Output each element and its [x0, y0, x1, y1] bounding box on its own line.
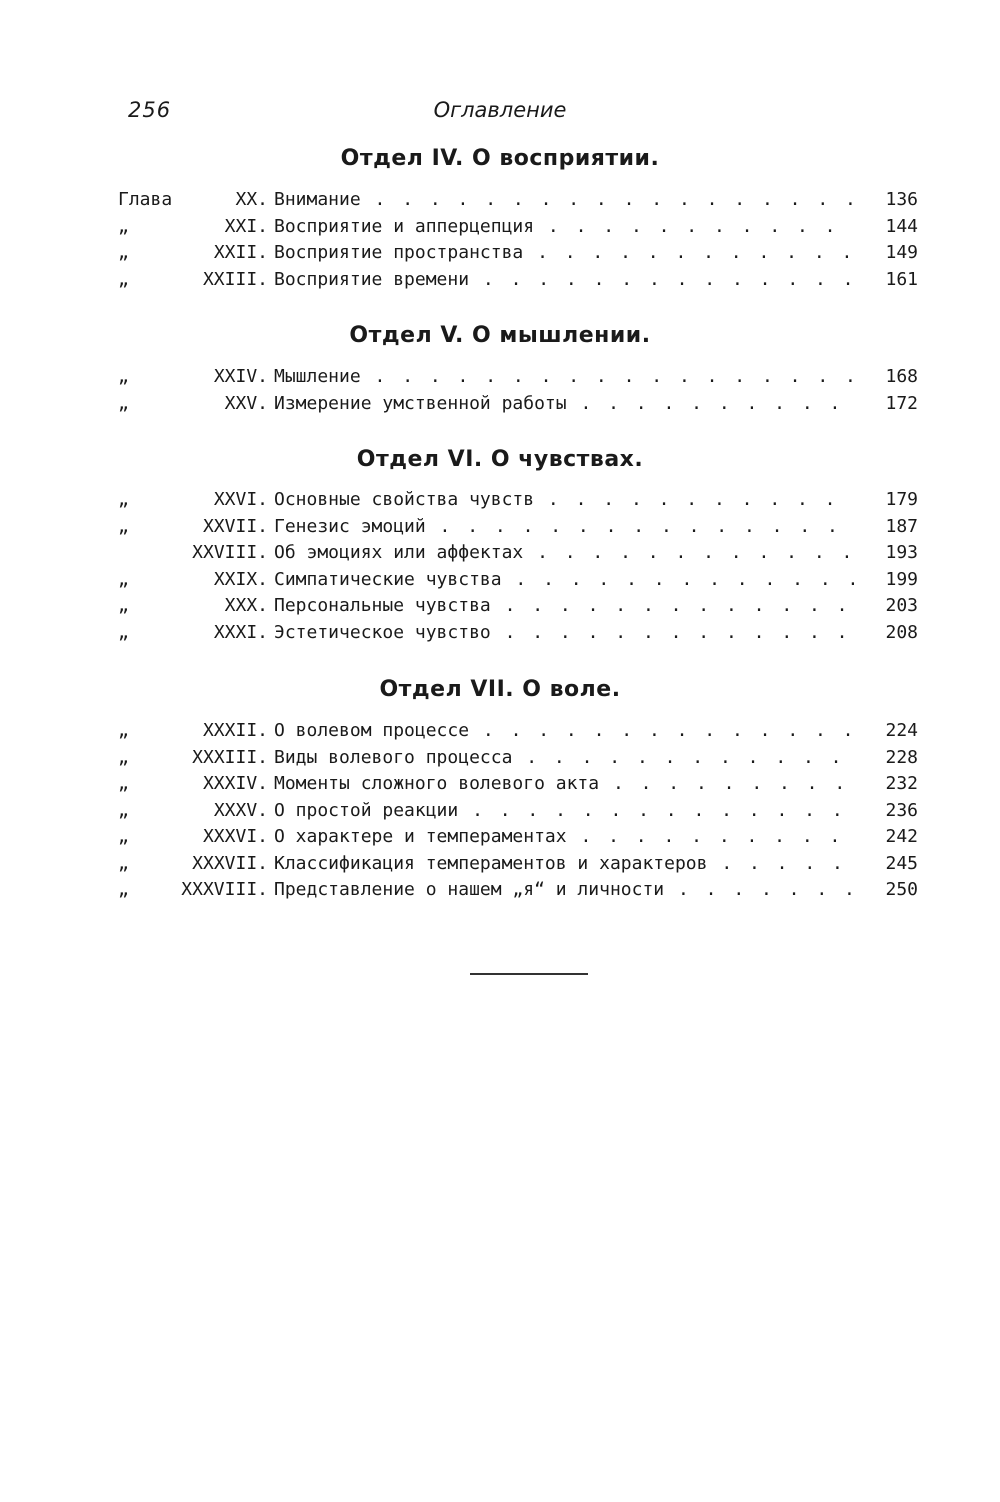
toc-entry	[118, 540, 918, 566]
toc-entry	[118, 771, 918, 797]
section-title: Отдел VI. О чувствах.	[356, 447, 644, 472]
chapter-number: XXXV.	[213, 800, 268, 821]
running-head: Оглавление	[433, 98, 567, 122]
toc-entry	[118, 487, 918, 513]
toc-entry	[118, 514, 918, 540]
chapter-title: Внимание . . .	[274, 187, 856, 213]
chapter-title: Классификация темпераментов и характеров . . .	[274, 851, 856, 877]
page-ref: 232	[885, 773, 918, 794]
page-ref: 203	[885, 595, 918, 616]
entry-prefix: „	[118, 269, 129, 290]
entry-prefix: „	[118, 516, 129, 537]
section-title: Отдел IV. О восприятии.	[340, 146, 660, 171]
chapter-number: XXVIII.	[192, 542, 268, 563]
page-ref: 187	[885, 516, 918, 537]
chapter-title: Об эмоциях или аффектах . . .	[274, 540, 856, 566]
section-title: Отдел V. О мышлении.	[349, 323, 651, 348]
entry-prefix: „	[118, 622, 129, 643]
chapter-number: XXXIV.	[202, 773, 268, 794]
chapter-title: Мышление . . .	[274, 364, 856, 390]
entry-prefix: „	[118, 826, 129, 847]
chapter-number: XXIV.	[213, 366, 268, 387]
toc-entry	[118, 824, 918, 850]
chapter-number: XXXII.	[202, 720, 268, 741]
chapter-title: Восприятие пространства . . .	[274, 240, 856, 266]
chapter-number: XXVI.	[213, 489, 268, 510]
chapter-number: XXXVI.	[202, 826, 268, 847]
page-ref: 179	[885, 489, 918, 510]
page-number: 256	[128, 98, 172, 122]
toc-entry	[118, 798, 918, 824]
chapter-number: XXXI.	[213, 622, 268, 643]
page-ref: 144	[885, 216, 918, 237]
chapter-title: О волевом процессе . . .	[274, 718, 856, 744]
page-ref: 224	[885, 720, 918, 741]
page-ref: 172	[885, 393, 918, 414]
entry-prefix: „	[118, 747, 129, 768]
chapter-number: XXXVII.	[192, 853, 268, 874]
toc-entry	[118, 214, 918, 240]
entry-prefix: „	[118, 800, 129, 821]
page-ref: 236	[885, 800, 918, 821]
chapter-title: Симпатические чувства . . .	[274, 567, 856, 593]
chapter-title: Виды волевого процесса . . .	[274, 745, 856, 771]
entry-prefix: „	[118, 879, 129, 900]
chapter-title: О простой реакции . . .	[274, 798, 856, 824]
toc-entry	[118, 877, 918, 903]
entry-prefix: Глава	[118, 189, 173, 210]
chapter-title: Восприятие времени . . .	[274, 267, 856, 293]
chapter-title: Генезис эмоций . . .	[274, 514, 856, 540]
toc-entry	[118, 391, 918, 417]
toc-entry	[118, 593, 918, 619]
entry-prefix: „	[118, 393, 129, 414]
section-title: Отдел VII. О воле.	[379, 677, 621, 702]
entry-prefix: „	[118, 853, 129, 874]
page-ref: 199	[885, 569, 918, 590]
toc-entry	[118, 745, 918, 771]
page-ref: 193	[885, 542, 918, 563]
page-ref: 168	[885, 366, 918, 387]
page-ref: 161	[885, 269, 918, 290]
page-ref: 242	[885, 826, 918, 847]
end-rule	[470, 973, 588, 975]
entry-prefix: „	[118, 595, 129, 616]
entry-prefix: „	[118, 216, 129, 237]
toc-entry	[118, 620, 918, 646]
toc-entry	[118, 718, 918, 744]
toc-entry	[118, 187, 918, 213]
chapter-number: XXXVIII.	[181, 879, 268, 900]
chapter-number: XXIX.	[213, 569, 268, 590]
chapter-number: XXX.	[224, 595, 268, 616]
toc-entry	[118, 567, 918, 593]
chapter-number: XX.	[235, 189, 268, 210]
toc-entry	[118, 364, 918, 390]
chapter-number: XXIII.	[202, 269, 268, 290]
entry-prefix: „	[118, 569, 129, 590]
page-ref: 250	[885, 879, 918, 900]
chapter-title: Основные свойства чувств . . .	[274, 487, 856, 513]
page-ref: 136	[885, 189, 918, 210]
page-ref: 149	[885, 242, 918, 263]
page-ref: 245	[885, 853, 918, 874]
toc-entry	[118, 851, 918, 877]
chapter-title: Персональные чувства . . .	[274, 593, 856, 619]
chapter-number: XXI.	[224, 216, 268, 237]
chapter-number: XXXIII.	[192, 747, 268, 768]
entry-prefix: „	[118, 489, 129, 510]
toc-entry	[118, 240, 918, 266]
entry-prefix: „	[118, 773, 129, 794]
chapter-title: Эстетическое чувство . . .	[274, 620, 856, 646]
chapter-title: Измерение умственной работы . . .	[274, 391, 856, 417]
chapter-title: Моменты сложного волевого акта . . .	[274, 771, 856, 797]
page-ref: 208	[885, 622, 918, 643]
page-ref: 228	[885, 747, 918, 768]
chapter-number: XXV.	[224, 393, 268, 414]
chapter-number: XXVII.	[202, 516, 268, 537]
chapter-title: Представление о нашем „я“ и личности . . .	[274, 877, 856, 903]
entry-prefix: „	[118, 366, 129, 387]
chapter-title: Восприятие и апперцепция . . .	[274, 214, 856, 240]
entry-prefix: „	[118, 242, 129, 263]
toc-entry	[118, 267, 918, 293]
chapter-number: XXII.	[213, 242, 268, 263]
chapter-title: О характере и темпераментах . . .	[274, 824, 856, 850]
entry-prefix: „	[118, 720, 129, 741]
